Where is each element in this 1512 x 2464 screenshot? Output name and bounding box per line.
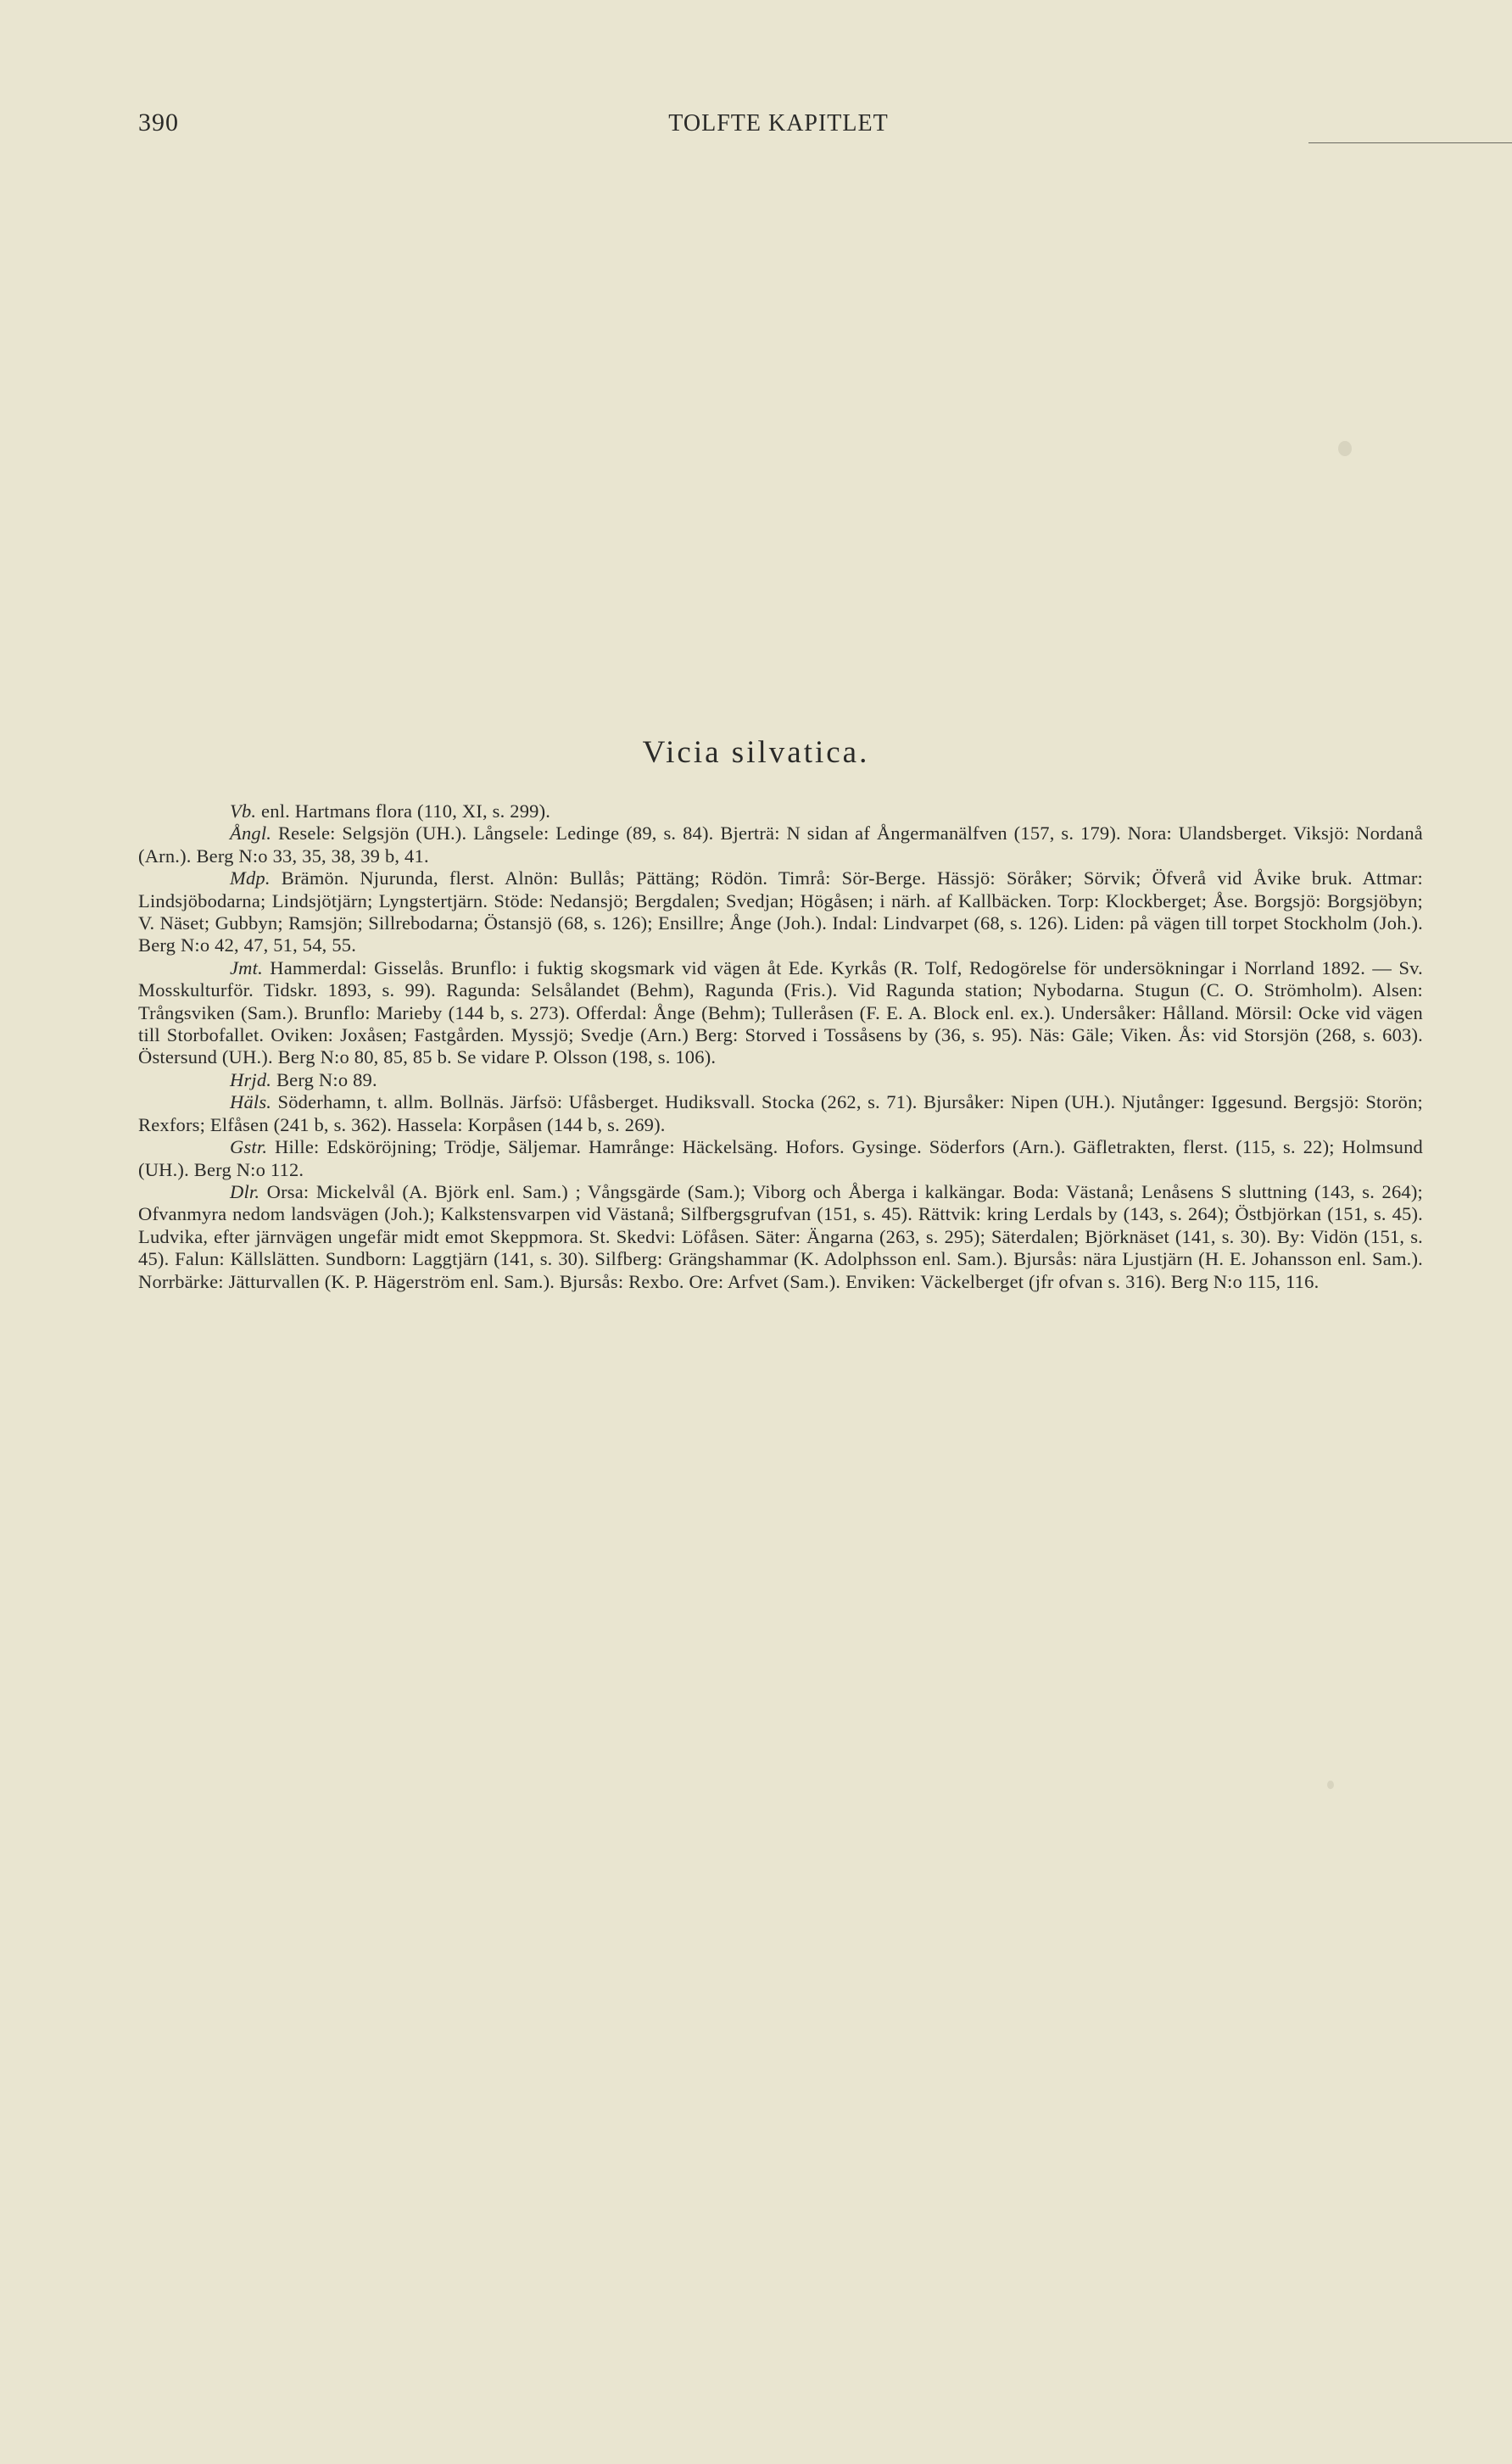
region-abbrev: Mdp. (230, 867, 271, 889)
region-abbrev: Ångl. (230, 822, 272, 845)
paragraph-jmt (138, 957, 1423, 1069)
paragraph-text: Orsa: Mickelvål (A. Björk enl. Sam.) ; Vångsgärde (Sam.); Viborg och Åberga i kalkängar. Boda: Västanå; Lenåsens S sluttning (143, s. 264); Ofvanmyra nedom landsvägen (Joh.); Kalkstensvarpen vid Västanå; Silfbergsgrufvan (151, s. 45). Rättvik: kring Lerdals by (143, s. 264); Östbjörkan (151, s. 45). Ludvika, efter järnvägen ungefär midt emot Skeppmora. St. Skedvi: Löfåsen. Säter: Ängarna (263, s. 295); Säterdalen; Björknäset (141, s. 30). By: Vidön (151, s. 45). Falun: Källslätten. Sundborn: Laggtjärn (141, s. 30). Silfberg: Grängshammar (K. Adolphsson enl. Sam.). Bjursås: nära Ljustjärn (H. E. Johansson enl. Sam.). Norrbärke: Jätturvallen (K. P. Hägerström enl. Sam.). Bjursås: Rexbo. Ore: Arfvet (Sam.). Enviken: Väckelberget (jfr ofvan s. 316). Berg N:o 115, 116. (138, 1180, 1423, 1292)
region-abbrev: Hrjd. (230, 1068, 272, 1090)
running-head: TOLFTE KAPITLET (668, 110, 889, 137)
paragraph-text: Berg N:o 89. (271, 1068, 377, 1090)
region-abbrev: Jmt. (230, 956, 263, 978)
page-number: 390 (138, 109, 179, 137)
page-header (138, 109, 1419, 142)
paragraph-gstr (138, 1136, 1423, 1181)
header-rule (1308, 142, 1512, 143)
paper-blemish (1338, 441, 1352, 456)
paragraph-hrjd (138, 1069, 1423, 1091)
paragraph-hals (138, 1091, 1423, 1136)
region-abbrev: Gstr. (230, 1136, 268, 1158)
body-text (138, 800, 1423, 1293)
paragraph-angl (138, 822, 1423, 867)
paper-blemish (1327, 1781, 1334, 1789)
paragraph-text: Hille: Edsköröjning; Trödje, Säljemar. Hamrånge: Häckelsäng. Hofors. Gysinge. Söderfors (Arn.). Gäfletrakten, flerst. (115, s. 22); Holmsund (UH.). Berg N:o 112. (138, 1136, 1423, 1180)
paragraph-text: enl. Hartmans flora (110, XI, s. 299). (256, 800, 551, 822)
paragraph-text: Brämön. Njurunda, flerst. Alnön: Bullås; Pättäng; Rödön. Timrå: Sör-Berge. Hässjö: Söråker; Sörvik; Öfverå vid Åvike bruk. Attmar: Lindsjöbodarna; Lindsjötjärn; Lyngstertjärn. Stöde: Nedansjö; Bergdalen; Svedjan; Högåsen; i närh. af Kallbäcken. Torp: Klockberget; Åse. Borgsjö: Borgsjöbyn; V. Näset; Gubbyn; Ramsjön; Sillrebodarna; Östansjö (68, s. 126); Ensillre; Ånge (Joh.). Indal: Lindvarpet (68, s. 126). Liden: på vägen till torpet Stockholm (Joh.). Berg N:o 42, 47, 51, 54, 55. (138, 867, 1423, 956)
region-abbrev: Dlr. (230, 1180, 260, 1202)
paragraph-dlr (138, 1181, 1423, 1293)
region-abbrev: Häls. (230, 1091, 272, 1113)
region-abbrev: Vb. (230, 800, 257, 822)
paragraph-text: Resele: Selgsjön (UH.). Långsele: Ledinge (89, s. 84). Bjerträ: N sidan af Ångermanälfven (157, s. 179). Nora: Ulandsberget. Viksjö: Nordanå (Arn.). Berg N:o 33, 35, 38, 39 b, 41. (138, 822, 1423, 867)
paragraph-mdp (138, 867, 1423, 957)
paragraph-text: Söderhamn, t. allm. Bollnäs. Järfsö: Ufåsberget. Hudiksvall. Stocka (262, s. 71). Bjursåker: Nipen (UH.). Njutånger: Iggesund. Bergsjö: Storön; Rexfors; Elfåsen (241 b, s. 362). Hassela: Korpåsen (144 b, s. 269). (138, 1091, 1423, 1135)
section-title: Vicia silvatica. (642, 735, 870, 770)
paragraph-text: Hammerdal: Gisselås. Brunflo: i fuktig skogsmark vid vägen åt Ede. Kyrkås (R. Tolf, Redogörelse för undersökningar i Norrland 1892. — Sv. Mosskulturför. Tidskr. 1893, s. 99). Ragunda: Selsålandet (Behm), Ragunda (Fris.). Vid Ragunda station; Nybodarna. Stugun (C. O. Strömholm). Alsen: Trångsviken (Sam.). Brunflo: Marieby (144 b, s. 273). Offerdal: Ånge (Behm); Tulleråsen (F. E. A. Block enl. ex.). Undersåker: Hålland. Mörsil: Ocke vid vägen till Storbofallet. Oviken: Joxåsen; Fastgården. Myssjö; Svedje (Arn.) Berg: Storved i Tossåsens by (36, s. 95). Näs: Gäle; Viken. Ås: vid Storsjön (268, s. 603). Östersund (UH.). Berg N:o 80, 85, 85 b. Se vidare P. Olsson (198, s. 106). (138, 956, 1423, 1068)
paragraph-vb (138, 800, 1423, 822)
